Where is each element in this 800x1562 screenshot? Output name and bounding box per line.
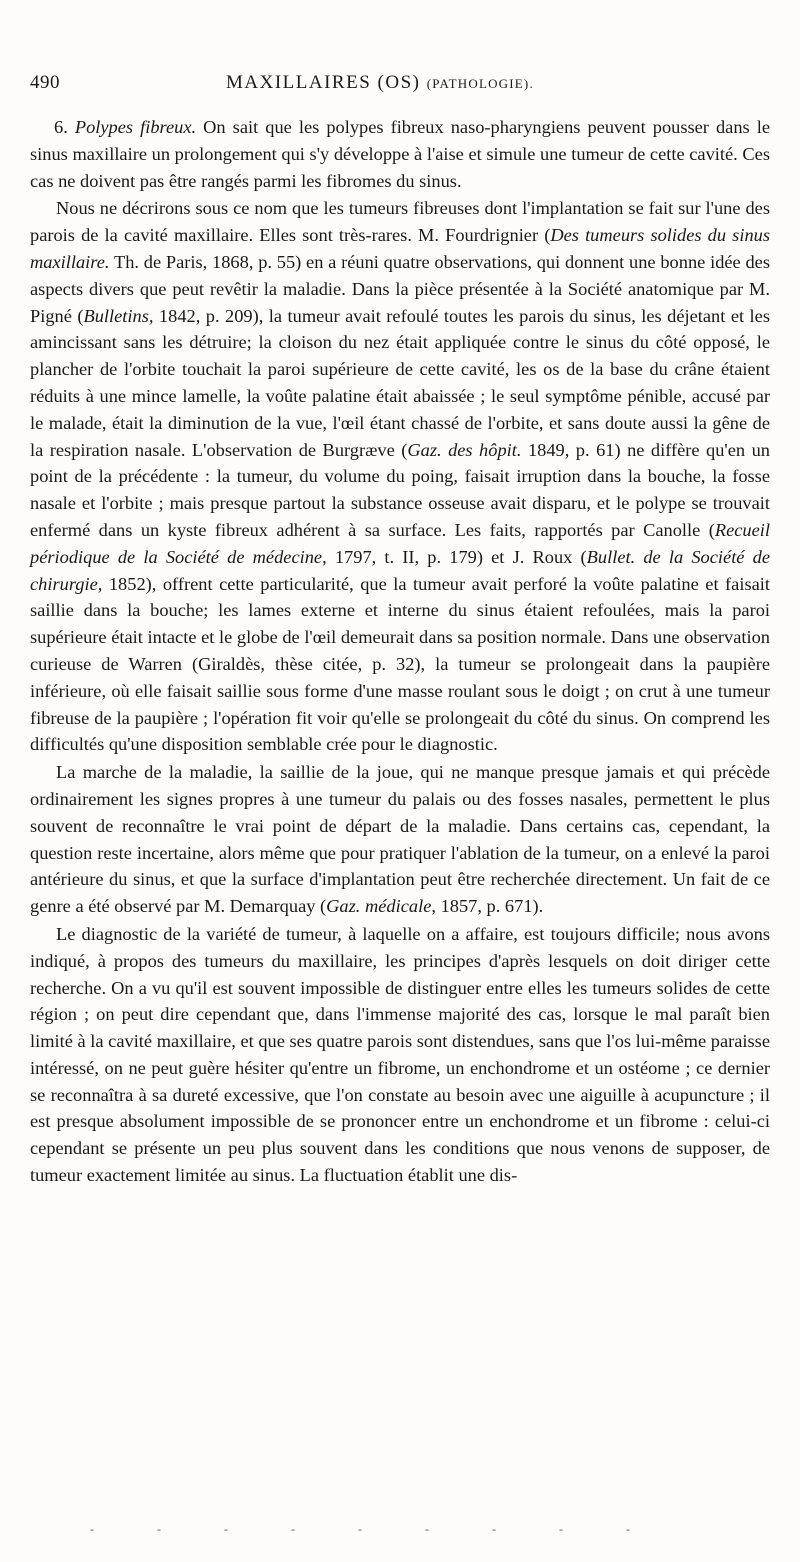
paragraph [30, 921, 770, 1189]
paragraph [30, 759, 770, 920]
text-run: Le diagnostic de la variété de tumeur, à laquelle on a affaire, est toujours difficile; nous avons indiqué, à propos des tumeurs du maxillaire, les principes d'après lesquels on doit diriger cette recherche. On a vu qu'il est souvent impossible de distinguer entre elles les tumeurs solides de cette région ; on peut dire cependant que, dans l'immense majorité des cas, lorsque le mal paraît bien limité à la cavité maxillaire, et que ses quatre parois sont distendues, sans que l'os lui-même paraisse intéressé, on ne peut guère hésiter qu'entre un fibrome, un enchondrome et un ostéome ; ce dernier se reconnaîtra à sa dureté excessive, que l'on constate au besoin avec une aiguille à acupuncture ; il est presque absolument impossible de se prononcer entre un enchondrome et un fibrome : celui-ci cependant se présente un peu plus souvent dans les conditions que nous venons de supposer, de tumeur exactement limitée au sinus. La fluctuation établit une dis- [30, 923, 770, 1186]
text-run: Nous ne décrirons sous ce nom que les tumeurs fibreuses dont l'implantation se fait sur l'une des parois de la cavité maxillaire. Elles sont très-rares. M. Fourdrignier ( [30, 198, 770, 246]
text-run: On sait que les polypes fibreux naso-pharyngiens peuvent pousser dans le sinus maxillaire un prolongement qui s'y développe à l'aise et simule une tumeur de cette cavité. Ces cas ne doivent pas être rangés parmi les fibromes du sinus. [30, 117, 770, 191]
text-run: Th. de Paris, 1868, p. 55) en a réuni quatre observations, qui donnent une bonne idée des aspects divers que peut revêtir la maladie. Dans la pièce présentée à la Société anatomique par M. Pigné ( [30, 251, 770, 326]
text-run: 6. [54, 117, 75, 137]
footer-scan-marks: - - - - - - - - - [90, 1522, 630, 1536]
italic-run: Gaz. des hôpit. [407, 439, 522, 460]
running-title [226, 72, 534, 94]
running-title-main: MAXILLAIRES (OS) [226, 72, 421, 93]
text-run: 1857, p. 671). [435, 896, 544, 917]
text-run: La marche de la maladie, la saillie de la joue, qui ne manque presque jamais et qui précède ordinairement les signes propres à une tumeur du palais ou des fosses nasales, permettent le plus souvent de reconnaître le vrai point de départ de la maladie. Dans certains cas, cependant, la question reste incertaine, alors même que pour pratiquer l'ablation de la tumeur, on a enlevé la paroi antérieure du sinus, et que la surface d'implantation peut être recherchée directement. Un fait de ce genre a été observé par M. Demarquay ( [30, 762, 770, 917]
italic-run: Bulletins, [83, 305, 154, 326]
text-run: 1842, p. 209), la tumeur avait refoulé toutes les parois du sinus, les déjetant et les amincissant sans les détruire; la cloison du nez était appliquée contre le sinus du côté opposé, le plancher de l'orbite touchait la paroi supérieure de cette cavité, les os de la base du crâne étaient réduits à une mince lamelle, la voûte palatine était abaissée ; le seul symptôme pénible, accusé par le malade, était la diminution de la vue, l'œil étant chassé de l'orbite, et sans doute aussi la gêne de la respiration nasale. L'observation de Burgræve ( [30, 305, 770, 460]
text-run: 1849, p. 61) ne diffère qu'en un point de la précédente : la tumeur, du volume du poing, faisait irruption dans la bouche, la fosse nasale et l'orbite ; mais presque partout la substance osseuse avait disparu, et le polype se trouvait enfermé dans un kyste fibreux adhérent à sa surface. Les faits, rapportés par Canolle ( [30, 439, 770, 540]
italic-run: Bullet. de la Société de chirurgie, [30, 546, 770, 594]
running-title-subtitle: (PATHOLOGIE). [426, 76, 534, 91]
text-run: 1852), offrent cette particularité, que la tumeur avait perforé la voûte palatine et faisait saillie dans la bouche; les lames externe et interne du sinus étaient refoulées, mais la paroi supérieure était intacte et le globe de l'œil demeurait dans sa position normale. Dans une observation curieuse de Warren (Giraldès, thèse citée, p. 32), la tumeur se prolongeait dans la paupière inférieure, où elle faisait saillie sous forme d'une masse roulant sous le doigt ; on crut à une tumeur fibreuse de la paupière ; l'opération fit voir qu'elle se prolongeait du côté du sinus. On comprend les difficultés qu'une disposition semblable crée pour le diagnostic. [30, 573, 770, 755]
body-text [30, 114, 770, 1189]
italic-run: Polypes fibreux. [74, 117, 197, 137]
running-header [30, 72, 770, 98]
page-number: 490 [30, 72, 60, 93]
italic-run: Recueil périodique de la Société de médecine, [30, 519, 770, 567]
paragraph [30, 195, 770, 758]
text-run: 1797, t. II, p. 179) et J. Roux ( [326, 546, 587, 567]
italic-run: Des tumeurs solides du sinus maxillaire. [30, 225, 770, 272]
italic-run: Gaz. médicale, [326, 896, 436, 917]
paragraph [30, 114, 770, 194]
